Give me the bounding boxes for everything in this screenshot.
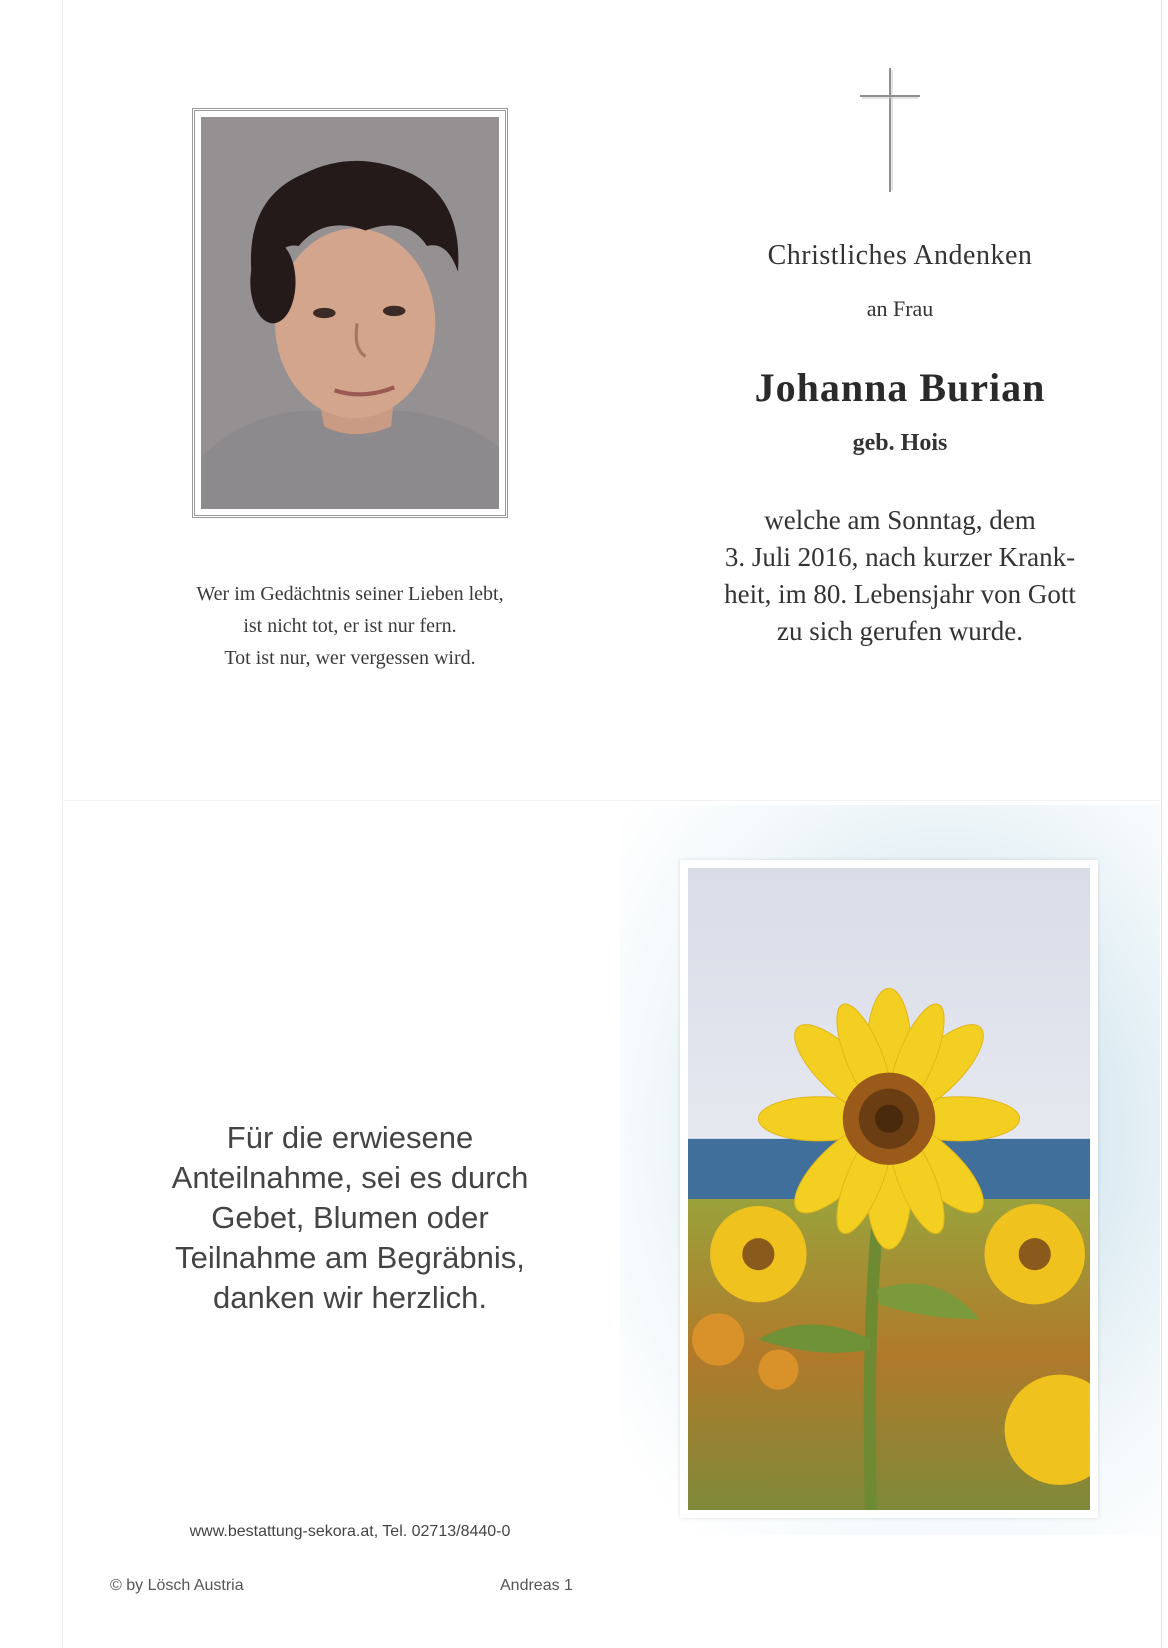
quote-line: ist nicht tot, er ist nur fern. [243, 615, 457, 637]
sunflower-frame [680, 860, 1098, 1518]
thanks-line: Gebet, Blumen oder [211, 1200, 489, 1235]
page-edge [1161, 0, 1162, 1648]
quote-line: Wer im Gedächtnis seiner Lieben lebt, [196, 583, 504, 605]
death-notice [690, 502, 1110, 650]
death-notice-line: 3. Juli 2016, nach kurzer Krank- [724, 542, 1076, 572]
thanks-line: Für die erwiesene [226, 1120, 474, 1155]
portrait-frame [192, 108, 508, 518]
memorial-heading: Christliches Andenken [767, 240, 1033, 271]
thanks-line: Teilnahme am Begräbnis, [175, 1240, 525, 1275]
thanks-line: danken wir herzlich. [213, 1280, 487, 1315]
quote-line: Tot ist nur, wer vergessen wird. [224, 647, 476, 669]
sunflower-photo [688, 868, 1090, 1510]
thank-you-message [130, 1118, 570, 1318]
thanks-line: Anteilnahme, sei es durch [171, 1160, 529, 1195]
page-edge [62, 0, 63, 1648]
memorial-quote [130, 578, 570, 674]
portrait-photo [201, 117, 499, 509]
salutation: an Frau [866, 296, 934, 321]
cross-icon [858, 66, 922, 194]
copyright-notice: © by Lösch Austria [110, 1577, 244, 1594]
fold-line [62, 800, 1162, 801]
maiden-name: geb. Hois [852, 430, 948, 456]
death-notice-line: zu sich gerufen wurde. [777, 616, 1023, 646]
deceased-name: Johanna Burian [754, 365, 1046, 410]
death-notice-line: welche am Sonntag, dem [764, 505, 1036, 535]
funeral-home-contact: www.bestattung-sekora.at, Tel. 02713/8440-0 [189, 1523, 511, 1540]
template-id: Andreas 1 [500, 1577, 573, 1594]
death-notice-line: heit, im 80. Lebensjahr von Gott [724, 579, 1076, 609]
